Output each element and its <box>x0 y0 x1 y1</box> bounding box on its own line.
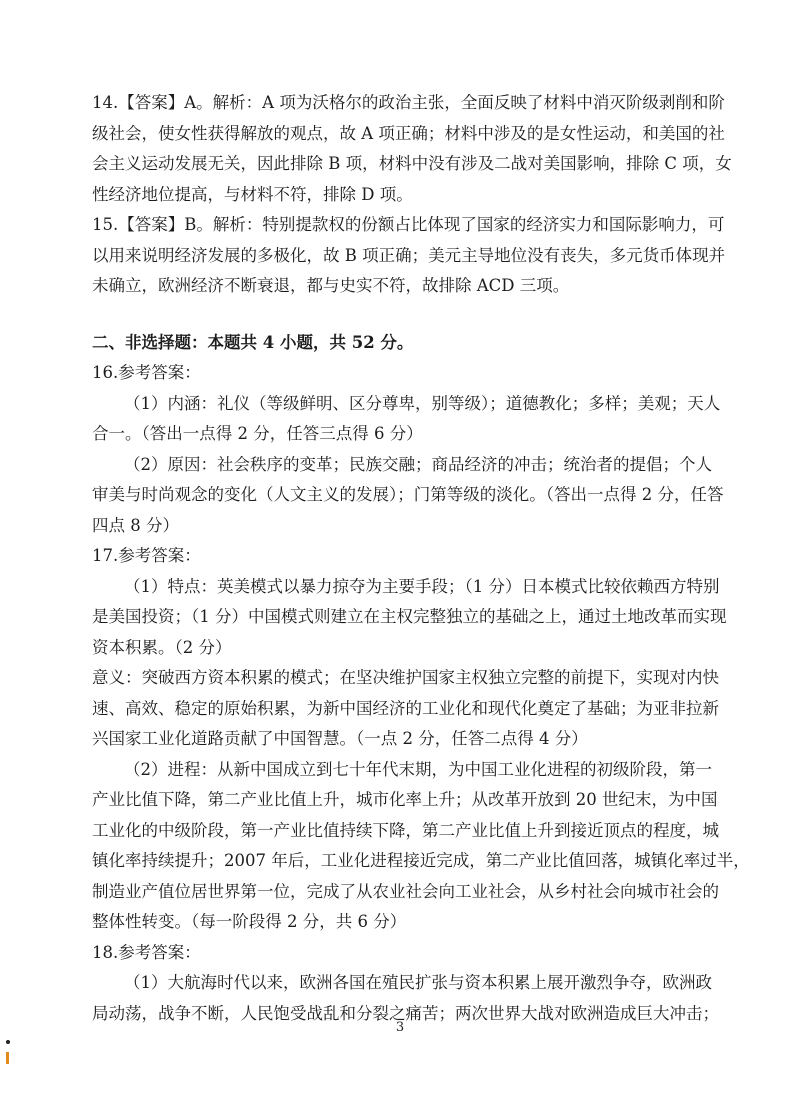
text-line: 是美国投资；（1 分）中国模式则建立在主权完整独立的基础之上，通过土地改革而实现 <box>92 607 727 626</box>
text-line: （1）特点：英美模式以暴力掠夺为主要手段；（1 分）日本模式比较依赖西方特别 <box>124 576 720 596</box>
question-heading: 18.参考答案： <box>92 942 201 962</box>
text-line: 四点 8 分） <box>92 515 179 535</box>
scan-margin-dot <box>6 1040 10 1044</box>
q15-answer <box>92 210 726 302</box>
text-line: 兴国家工业化道路贡献了中国智慧。（一点 2 分，任答二点得 4 分） <box>92 729 588 748</box>
scan-margin-bar <box>6 1052 9 1064</box>
text-line: 局动荡，战争不断，人民饱受战乱和分裂之痛苦；两次世界大战对欧洲造成巨大冲击； <box>92 1003 719 1023</box>
text-line: 14.【答案】A。解析：A 项为沃格尔的政治主张，全面反映了材料中消灭阶级剥削和阶 <box>92 93 725 112</box>
text-line: 意义：突破西方资本积累的模式；在坚决维护国家主权独立完整的前提下，实现对内快 <box>92 668 719 687</box>
text-line: （2）进程：从新中国成立到七十年代末期，为中国工业化进程的初级阶段，第一 <box>124 759 712 779</box>
text-line: （2）原因：社会秩序的变革；民族交融；商品经济的冲击；统治者的提倡；个人 <box>124 454 712 474</box>
text-line: 工业化的中级阶段，第一产业比值持续下降，第二产业比值上升到接近顶点的程度，城 <box>92 820 719 840</box>
q18-answer <box>92 938 719 1030</box>
question-heading: 17.参考答案： <box>92 546 201 565</box>
text-line: 制造业产值位居世界第一位，完成了从农业社会向工业社会，从乡村社会向城市社会的 <box>92 881 719 901</box>
section-2 <box>92 328 710 359</box>
page-content <box>92 88 750 1029</box>
text-line: 以用来说明经济发展的多极化，故 B 项正确；美元主导地位没有丧失，多元货币体现并 <box>92 245 726 265</box>
text-line: （1）大航海时代以来，欧洲各国在殖民扩张与资本积累上展开激烈争夺，欧洲政 <box>124 973 712 992</box>
q14-answer <box>92 88 732 210</box>
text-line: 镇化率持续提升；2007 年后，工业化进程接近完成，第二产业比值回落，城镇化率过半， <box>92 851 750 870</box>
text-line: 性经济地位提高，与材料不符，排除 D 项。 <box>92 184 413 204</box>
q17-answer <box>92 541 750 938</box>
text-line: 15.【答案】B。解析：特别提款权的份额占比体现了国家的经济实力和国际影响力，可 <box>92 215 725 234</box>
question-heading: 16.参考答案： <box>92 363 201 382</box>
q16-answer <box>92 358 724 541</box>
section-title: 二、非选择题：本题共 4 小题，共 52 分。 <box>92 332 414 352</box>
text-line: 合一。（答出一点得 2 分，任答三点得 6 分） <box>92 424 423 443</box>
text-line: 资本积累。（2 分） <box>92 637 232 657</box>
text-line: 未确立，欧洲经济不断衰退，都与史实不符，故排除 ACD 三项。 <box>92 276 570 295</box>
spacer <box>92 302 710 328</box>
text-line: 级社会，使女性获得解放的观点，故 A 项正确；材料中涉及的是女性运动，和美国的社 <box>92 123 725 143</box>
text-line: （1）内涵：礼仪（等级鲜明、区分尊卑，别等级）；道德教化；多样；美观；天人 <box>124 393 721 413</box>
text-line: 产业比值下降，第二产业比值上升，城市化率上升；从改革开放到 20 世纪末，为中国 <box>92 790 718 809</box>
text-line: 会主义运动发展无关，因此排除 B 项，材料中没有涉及二战对美国影响，排除 C 项，女 <box>92 154 732 173</box>
text-line: 速、高效、稳定的原始积累，为新中国经济的工业化和现代化奠定了基础；为亚非拉新 <box>92 698 719 718</box>
text-line: 审美与时尚观念的变化（人文主义的发展）；门第等级的淡化。（答出一点得 2 分，任答 <box>92 485 724 504</box>
text-line: 整体性转变。（每一阶段得 2 分，共 6 分） <box>92 912 407 931</box>
page-number: 3 <box>395 1020 405 1035</box>
